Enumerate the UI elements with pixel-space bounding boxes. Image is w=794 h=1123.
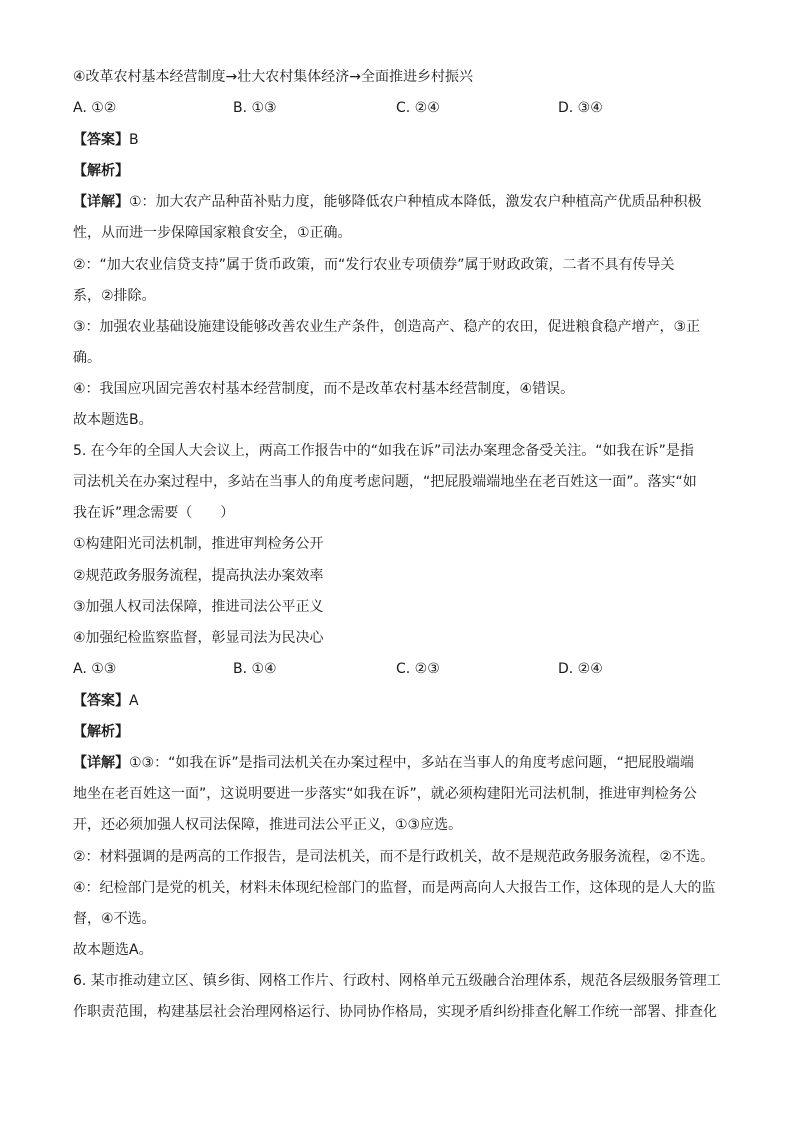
answer-value: A [129,693,139,709]
q5-detail-1c: 开，还必须加强人权司法保障，推进司法公平正义，①③应选。 [73,817,463,833]
q5-stem-3: 我在诉”理念需要（ ） [73,505,235,521]
q6-stem-2: 作职责范围，构建基层社会治理网格运行、协同协作格局，实现矛盾纠纷排查化解工作统一部署、排查化 [73,1004,717,1020]
detail-label: 【详解】 [73,194,129,210]
q4-analysis-label: 【解析】 [73,163,129,179]
q4-detail-2b: 系，②排除。 [73,288,156,304]
q5-item-2: ②规范政务服务流程，提高执法办案效率 [73,568,324,584]
q4-conclusion: 故本题选B。 [73,412,153,428]
answer-label: 【答案】 [73,132,129,148]
q4-option-b: B. ①③ [233,100,277,116]
answer-label: 【答案】 [73,693,129,709]
q4-detail-2a: ②：“加大农业信贷支持”属于货币政策，而“发行农业专项债券”属于财政政策，二者不具有传导关 [73,257,675,273]
q5-answer [73,692,139,710]
q5-detail-1a [73,754,694,772]
q5-analysis-label: 【解析】 [73,724,129,740]
q5-stem-1: 5. 在今年的全国人大会议上，两高工作报告中的“如我在诉”司法办案理念备受关注。“如我在诉”是指 [73,443,694,459]
q5-detail-2: ②：材料强调的是两高的工作报告，是司法机关，而不是行政机关，故不是规范政务服务流程，②不选。 [73,849,715,865]
q4-detail-3b: 确。 [73,350,101,366]
q5-option-a: A. ①③ [73,661,117,677]
q4-option-a: A. ①② [73,100,117,116]
q5-item-3: ③加强人权司法保障，推进司法公平正义 [73,599,324,615]
q5-option-d: D. ②④ [558,661,603,677]
q6-stem-1: 6. 某市推动建立区、镇乡街、网格工作片、行政村、网格单元五级融合治理体系，规范各层级服务管理工 [73,973,721,989]
q4-detail-3a: ③：加强农业基础设施建设能够改善农业生产条件，创造高产、稳产的农田，促进粮食稳产增产，③正 [73,319,701,335]
q5-detail-3b: 督，④不选。 [73,911,156,927]
q5-option-b: B. ①④ [233,661,277,677]
q4-detail-1a [73,193,702,211]
detail-text: ①：加大农产品种苗补贴力度，能够降低农户种植成本降低，激发农户种植高产优质品种积极 [129,194,702,210]
q4-detail-1b: 性，从而进一步保障国家粮食安全，①正确。 [73,225,352,241]
q4-item-4: ④改革农村基本经营制度→壮大农村集体经济→全面推进乡村振兴 [73,69,474,85]
answer-value: B [129,132,139,148]
detail-label: 【详解】 [73,755,129,771]
detail-text: ①③：“如我在诉”是指司法机关在办案过程中，多站在当事人的角度考虑问题，“把屁股端端 [129,755,694,771]
q5-option-c: C. ②③ [396,661,440,677]
q4-answer [73,131,139,149]
q5-item-4: ④加强纪检监察监督，彰显司法为民决心 [73,630,324,646]
q5-detail-1b: 地坐在老百姓这一面”，这说明要进一步落实“如我在诉”，就必须构建阳光司法机制，推进审判检务公 [73,786,697,802]
q5-stem-2: 司法机关在办案过程中，多站在当事人的角度考虑问题，“把屁股端端地坐在老百姓这一面”。落实“如 [73,474,697,490]
q5-conclusion: 故本题选A。 [73,942,153,958]
q4-option-c: C. ②④ [396,100,440,116]
q5-detail-3a: ④：纪检部门是党的机关，材料未体现纪检部门的监督，而是两高向人大报告工作，这体现的是人大的监 [73,880,716,896]
q5-item-1: ①构建阳光司法机制，推进审判检务公开 [73,536,324,552]
q4-option-d: D. ③④ [558,100,603,116]
q4-detail-4: ④：我国应巩固完善农村基本经营制度，而不是改革农村基本经营制度，④错误。 [73,381,575,397]
